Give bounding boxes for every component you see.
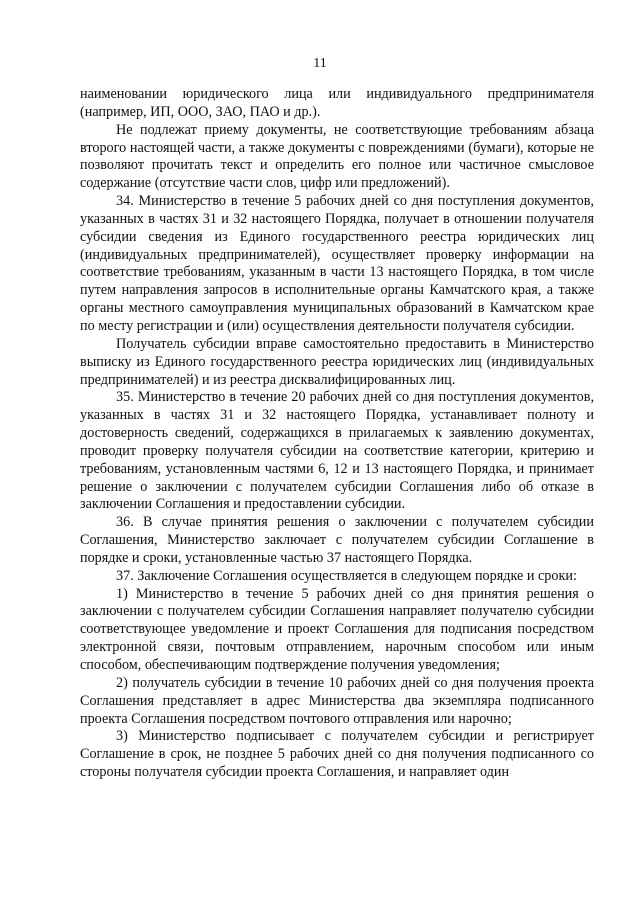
page-number: 11 [313,56,327,71]
paragraph-item-34: 34. Министерство в течение 5 рабочих дней со дня поступления документов, указанных в частях 31 и 32 настоящего Порядка, получает в отношении получателя субсидии сведения из Единого государственного реестра юридических лиц (индивидуальных предпринимателей), осуществляет проверку информации на соответствие требованиям, указанным в части 13 настоящего Порядка, в том числе путем направления запросов в исполнительные органы Камчатского края, а также органы местного самоуправления муниципальных образований в Камчатском крае по месту регистрации и (или) осуществления деятельности получателя субсидии. [80,193,594,334]
paragraph-recipient-may-provide: Получатель субсидии вправе самостоятельно предоставить в Министерство выписку из Единого государственного реестра юридических лиц (индивидуальных предпринимателей) и из реестра дисквалифицированных лиц. [80,335,594,388]
paragraph-item-37: 37. Заключение Соглашения осуществляется в следующем порядке и сроки: [116,567,577,584]
paragraph-item-37-subitem-2: 2) получатель субсидии в течение 10 рабочих дней со дня получения проекта Соглашения представляет в адрес Министерства два экземпляра подписанного проекта Соглашения посредством почтового отправления или нарочно; [80,674,594,727]
paragraph-item-36: 36. В случае принятия решения о заключении с получателем субсидии Соглашения, Министерство заключает с получателем субсидии Соглашение в порядке и сроки, установленные частью 37 настоящего Порядка. [80,514,594,566]
paragraph-item-35: 35. Министерство в течение 20 рабочих дней со дня поступления документов, указанных в частях 31 и 32 настоящего Порядка, устанавливает полноту и достоверность сведений, содержащихся в прилагаемых к заявлению документах, проводит проверку получателя субсидии на соответствие категории, критерию и требованиям, установленным частями 6, 12 и 13 настоящего Порядка, и принимает решение о заключении с получателем субсидии Соглашения либо об отказе в заключении Соглашения и предоставлении субсидии. [80,389,594,513]
paragraph-entity-name-continuation: наименовании юридического лица или индивидуального предпринимателя (например, ИП, ООО, ЗАО, ПАО и др.). [80,86,594,120]
paragraph-documents-not-accepted: Не подлежат приему документы, не соответствующие требованиям абзаца второго настоящей части, а также документы с повреждениями (бумаги), которые не позволяют прочитать текст и определить его полное или частичное смысловое содержание (отсутствие части слов, цифр или предложений). [80,121,594,192]
document-body [80,86,594,782]
paragraph-item-37-subitem-1: 1) Министерство в течение 5 рабочих дней со дня принятия решения о заключении с получателем субсидии Соглашения направляет получателю субсидии соответствующее уведомление и проект Соглашения для подписания посредством электронной связи, почтовым отправлением, нарочным способом или иным способом, обеспечивающим подтверждение получения уведомления; [80,585,594,673]
paragraph-item-37-subitem-3: 3) Министерство подписывает с получателем субсидии и регистрирует Соглашение в срок, не позднее 5 рабочих дней со дня получения подписанного со стороны получателя субсидии проекта Соглашения, и направляет один [80,728,594,781]
